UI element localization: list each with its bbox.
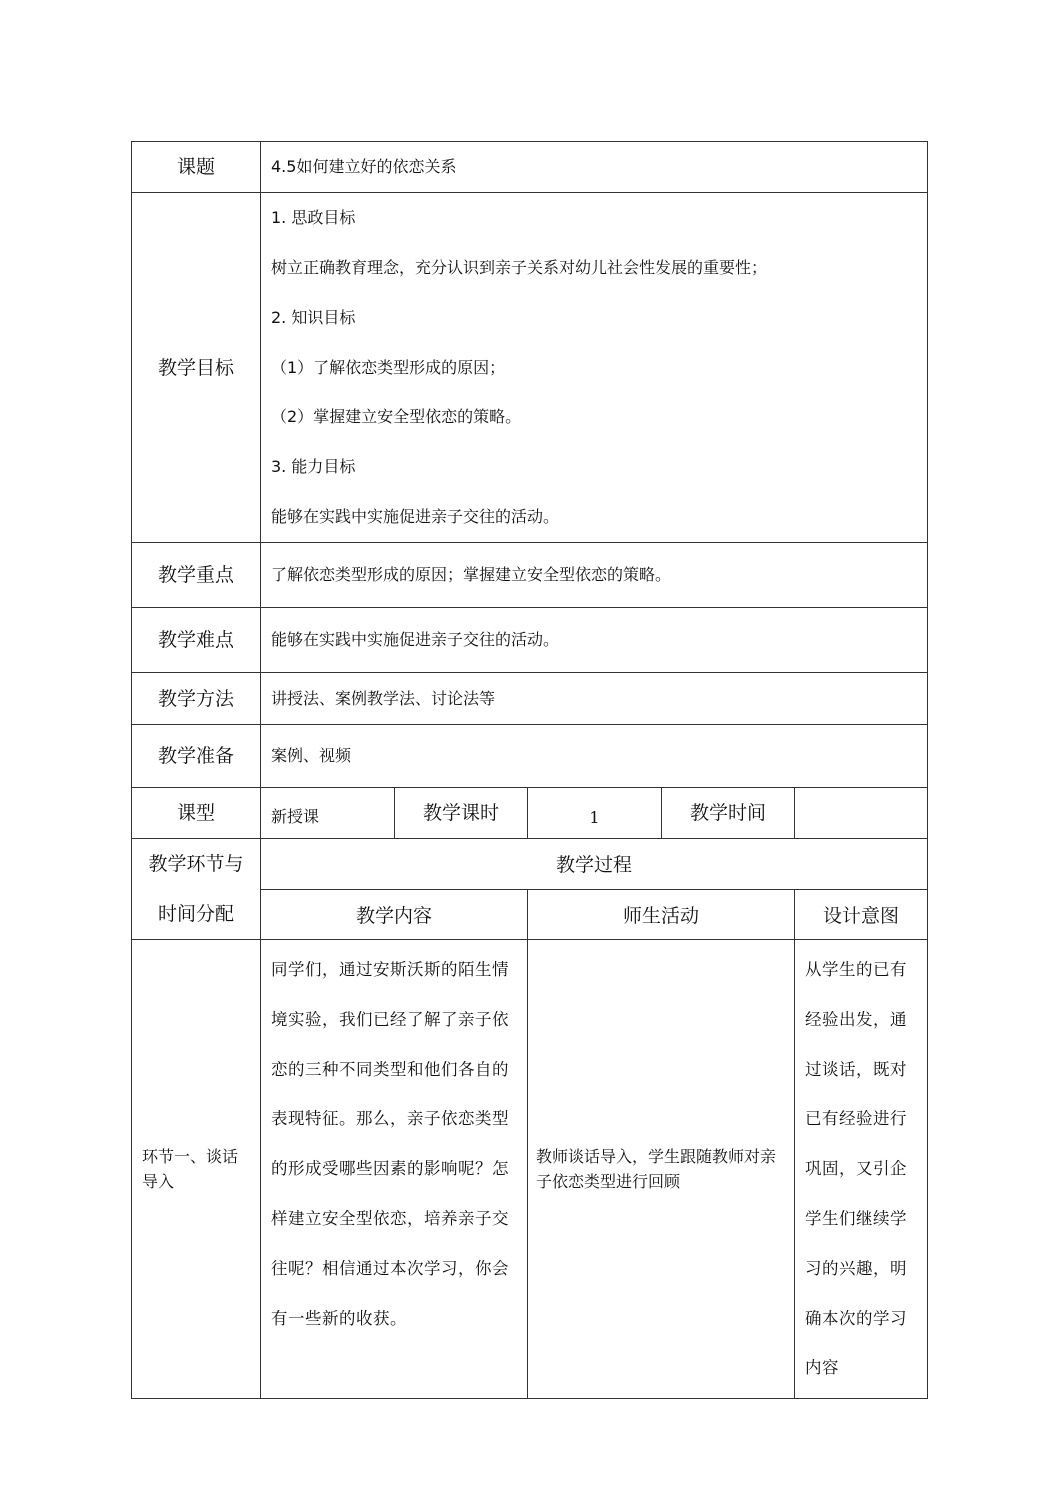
- preparation-row: [132, 725, 928, 788]
- objective-line: 能够在实践中实施促进亲子交往的活动。: [271, 506, 560, 526]
- key-points-row: [132, 543, 928, 608]
- stage-time-label-line2: 时间分配: [157, 903, 234, 925]
- lesson-type-label: 课型: [132, 788, 261, 839]
- lesson-hours-label: 教学课时: [395, 788, 528, 839]
- difficulties-label: 教学难点: [132, 608, 261, 673]
- preparation-label: 教学准备: [132, 725, 261, 788]
- objective-line: 2. 知识目标: [271, 307, 356, 327]
- objective-line: 1. 思政目标: [271, 208, 356, 228]
- lesson-type-value: 新授课: [261, 788, 395, 839]
- objectives-content: [261, 193, 928, 543]
- methods-row: [132, 673, 928, 725]
- section1-row: [132, 940, 928, 1399]
- content-column-header: 教学内容: [261, 889, 528, 940]
- topic-value: 4.5如何建立好的依恋关系: [261, 142, 928, 193]
- section1-content: 同学们，通过安斯沃斯的陌生情境实验，我们已经了解了亲子依恋的三种不同类型和他们各自的表现特征。那么，亲子依恋类型的形成受哪些因素的影响呢？怎样建立安全型依恋，培养亲子交往呢？相信通过本次学习，你会有一些新的收获。: [261, 940, 528, 1399]
- lesson-hours-value: 1: [528, 788, 662, 839]
- section1-name: 环节一、谈话导入: [132, 940, 261, 1399]
- stage-time-label: [132, 839, 261, 940]
- topic-label: 课题: [132, 142, 261, 193]
- topic-row: [132, 142, 928, 193]
- objectives-row: [132, 193, 928, 543]
- intent-column-header: 设计意图: [795, 889, 928, 940]
- section1-activity: 教师谈话导入，学生跟随教师对亲子依恋类型进行回顾: [528, 940, 795, 1399]
- process-header-row: [132, 839, 928, 890]
- key-points-value: 了解依恋类型形成的原因；掌握建立安全型依恋的策略。: [261, 543, 928, 608]
- stage-time-label-line1: 教学环节与: [148, 853, 244, 875]
- section1-intent: 从学生的已有经验出发，通过谈话，既对已有经验进行巩固，又引企学生们继续学习的兴趣，明确本次的学习内容: [795, 940, 928, 1399]
- objective-line: 3. 能力目标: [271, 457, 356, 477]
- lesson-time-value: [795, 788, 928, 839]
- objective-line: （2）掌握建立安全型依恋的策略。: [271, 407, 522, 427]
- process-label: 教学过程: [261, 839, 928, 890]
- preparation-value: 案例、视频: [261, 725, 928, 788]
- objective-line: （1）了解依恋类型形成的原因；: [271, 357, 506, 377]
- activity-column-header: 师生活动: [528, 889, 795, 940]
- methods-value: 讲授法、案例教学法、讨论法等: [261, 673, 928, 725]
- key-points-label: 教学重点: [132, 543, 261, 608]
- lesson-info-row: [132, 788, 928, 839]
- objective-line: 树立正确教育理念，充分认识到亲子关系对幼儿社会性发展的重要性；: [271, 258, 768, 277]
- objectives-label: 教学目标: [132, 193, 261, 543]
- lesson-time-label: 教学时间: [662, 788, 795, 839]
- lesson-plan-table: [131, 141, 928, 1399]
- methods-label: 教学方法: [132, 673, 261, 725]
- difficulties-value: 能够在实践中实施促进亲子交往的活动。: [261, 608, 928, 673]
- difficulties-row: [132, 608, 928, 673]
